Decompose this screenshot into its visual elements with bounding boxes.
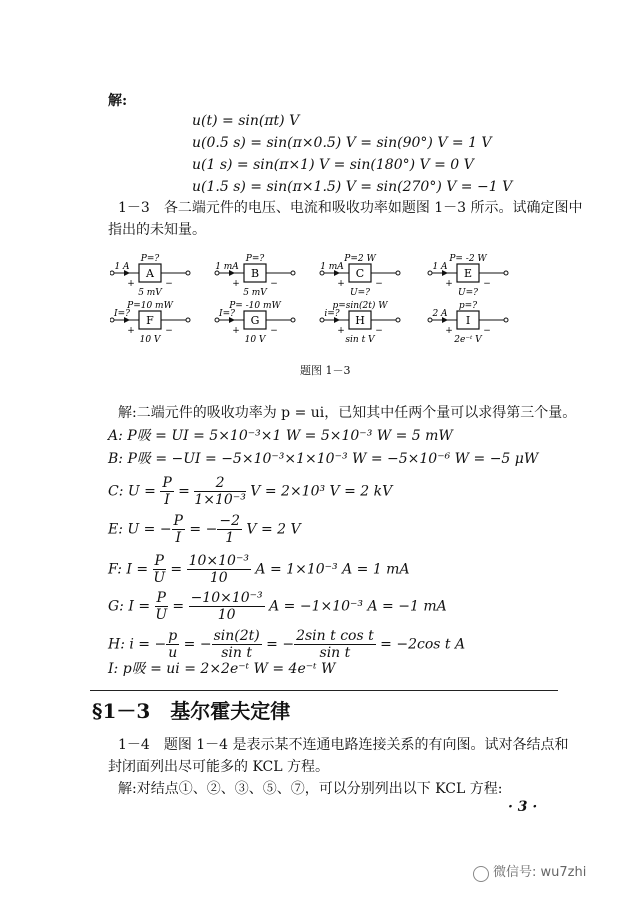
terminal bbox=[428, 318, 432, 322]
watermark: 微信号: wu7zhi bbox=[493, 865, 587, 880]
voltage-label: U=? bbox=[350, 288, 370, 298]
problem-text: 1－4 题图 1－4 是表示某不连通电路连接关系的有向图。试对各结点和 bbox=[118, 737, 569, 753]
answer-E: E: U = − $\frac{P}{I}$ = − $\frac{-2}{1}$ V = 2 V bbox=[108, 513, 301, 546]
power-label: P= -10 mW bbox=[229, 301, 281, 311]
figure-caption: 题图 1－3 bbox=[300, 364, 351, 377]
terminal bbox=[291, 271, 295, 275]
terminal bbox=[504, 318, 508, 322]
plus-sign: + bbox=[337, 326, 345, 336]
terminal bbox=[396, 271, 400, 275]
element-label: G bbox=[250, 314, 260, 327]
equation-line: u(1.5 s) = sin(π×1.5) V = sin(270°) V = −1 V bbox=[192, 179, 513, 195]
terminal bbox=[186, 318, 190, 322]
plus-sign: + bbox=[127, 326, 135, 336]
section-title: §1－3 基尔霍夫定律 bbox=[92, 699, 291, 723]
answer-F: F: I = $\frac{P}{U}$ = $\frac{\text{10×10⁻³}}{10}$ A = 1×10⁻³ A = 1 mA bbox=[108, 553, 410, 586]
power-label: P= -2 W bbox=[449, 254, 487, 264]
power-label: P=? bbox=[140, 254, 160, 264]
minus-sign: − bbox=[270, 326, 278, 336]
voltage-label: 10 V bbox=[244, 335, 266, 345]
answer-I: I: p吸 = ui = 2×2e⁻ᵗ W = 4e⁻ᵗ W bbox=[108, 661, 336, 677]
answer-A: A: P吸 = UI = 5×10⁻³×1 W = 5×10⁻³ W = 5 mW bbox=[108, 428, 453, 444]
current-label: 1 mA bbox=[320, 262, 344, 272]
terminal bbox=[110, 271, 114, 275]
voltage-label: 5 mV bbox=[138, 288, 162, 298]
problem-text: 1－3 各二端元件的电压、电流和吸收功率如题图 1－3 所示。试确定图中 bbox=[118, 200, 583, 216]
minus-sign: − bbox=[165, 279, 173, 289]
section-rule bbox=[90, 690, 558, 691]
current-label: I=? bbox=[114, 309, 130, 319]
minus-sign: − bbox=[375, 279, 383, 289]
voltage-label: 2e⁻ᵗ V bbox=[454, 335, 482, 345]
minus-sign: − bbox=[270, 279, 278, 289]
current-label: 1 mA bbox=[215, 262, 239, 272]
voltage-label: 10 V bbox=[139, 335, 161, 345]
current-label: i=? bbox=[324, 309, 340, 319]
equation-line: u(0.5 s) = sin(π×0.5) V = sin(90°) V = 1 V bbox=[192, 135, 492, 151]
terminal bbox=[291, 318, 295, 322]
solution-label: 解: bbox=[108, 93, 128, 109]
solution-intro: 解:二端元件的吸收功率为 p = ui，已知其中任两个量可以求得第三个量。 bbox=[118, 405, 577, 421]
terminal bbox=[504, 271, 508, 275]
answer-G: G: I = $\frac{P}{U}$ = $\frac{\text{−10×10⁻³}}{10}$ A = −1×10⁻³ A = −1 mA bbox=[108, 590, 447, 623]
equation-line: u(t) = sin(πt) V bbox=[192, 113, 300, 129]
power-label: P=? bbox=[245, 254, 265, 264]
problem-text: 指出的未知量。 bbox=[108, 222, 206, 238]
voltage-label: U=? bbox=[458, 288, 478, 298]
power-label: P=10 mW bbox=[127, 301, 173, 311]
voltage-label: 5 mV bbox=[243, 288, 267, 298]
page-number: · 3 · bbox=[508, 799, 538, 815]
current-label: 2 A bbox=[432, 309, 448, 319]
plus-sign: + bbox=[445, 279, 453, 289]
problem-text: 封闭面列出尽可能多的 KCL 方程。 bbox=[108, 759, 329, 775]
terminal bbox=[428, 271, 432, 275]
current-label: I=? bbox=[219, 309, 235, 319]
minus-sign: − bbox=[165, 326, 173, 336]
equation-line: u(1 s) = sin(π×1) V = sin(180°) V = 0 V bbox=[192, 157, 474, 173]
minus-sign: − bbox=[375, 326, 383, 336]
element-label: B bbox=[250, 267, 260, 280]
power-label: p=? bbox=[458, 301, 478, 311]
power-label: P=2 W bbox=[344, 254, 376, 264]
plus-sign: + bbox=[232, 326, 240, 336]
answer-H: H: i = − $\frac{p}{u}$ = − $\frac{\sin(2t)}{\text{sin t}}$ = − $\frac{\text{2sin t cos t}}{\text{sin t}}$ = −2cos t A bbox=[108, 628, 466, 661]
wechat-icon bbox=[473, 866, 489, 882]
circuit-figure bbox=[110, 240, 530, 370]
terminal bbox=[186, 271, 190, 275]
element-label: F bbox=[146, 314, 154, 327]
plus-sign: + bbox=[232, 279, 240, 289]
current-label: 1 A bbox=[432, 262, 448, 272]
answer-B: B: P吸 = −UI = −5×10⁻³×1×10⁻³ W = −5×10⁻⁶ W = −5 μW bbox=[108, 451, 539, 467]
element-label: C bbox=[355, 267, 365, 280]
element-label: E bbox=[463, 267, 473, 280]
voltage-label: sin t V bbox=[345, 335, 375, 345]
terminal bbox=[396, 318, 400, 322]
answer-C: C: U = $\frac{P}{I}$ = $\frac{2}{\text{1×10⁻³}}$ V = 2×10³ V = 2 kV bbox=[108, 475, 393, 508]
minus-sign: − bbox=[483, 279, 491, 289]
current-label: 1 A bbox=[114, 262, 130, 272]
plus-sign: + bbox=[445, 326, 453, 336]
element-label: H bbox=[355, 314, 365, 327]
element-label: A bbox=[146, 267, 154, 280]
minus-sign: − bbox=[483, 326, 491, 336]
element-label: I bbox=[465, 314, 471, 327]
power-label: p=sin(2t) W bbox=[332, 301, 388, 311]
plus-sign: + bbox=[127, 279, 135, 289]
plus-sign: + bbox=[337, 279, 345, 289]
problem-text: 解:对结点①、②、③、⑤、⑦，可以分别列出以下 KCL 方程: bbox=[118, 781, 503, 797]
